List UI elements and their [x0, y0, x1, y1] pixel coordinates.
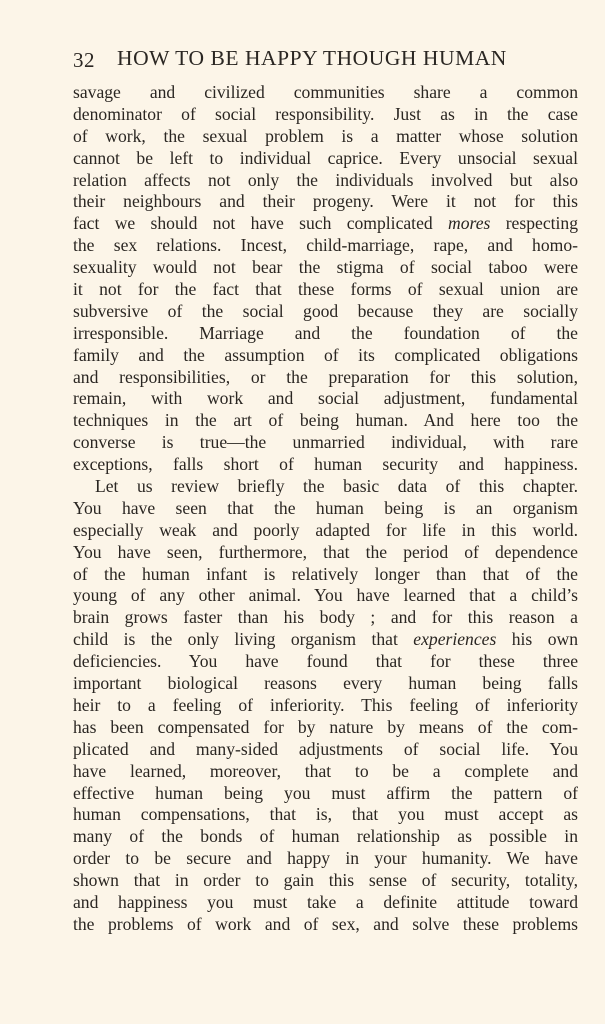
text-line: sexuality would not bear the stigma of social taboo were [73, 257, 578, 278]
text-line: irresponsible. Marriage and the foundation of the [73, 322, 578, 343]
text-line: cannot be left to individual caprice. Every unsocial sexual [73, 147, 578, 168]
text-line: important biological reasons every human being falls [73, 673, 578, 694]
text-line: it not for the fact that these forms of sexual union are [73, 279, 578, 300]
text-line: their neighbours and their progeny. Were it not for this [73, 191, 578, 212]
text-line: many of the bonds of human relationship as possible in [73, 826, 578, 847]
text-line: savage and civilized communities share a common [73, 82, 578, 102]
text-line: deficiencies. You have found that for these three [73, 651, 578, 672]
text-line: family and the assumption of its complicated obligations [73, 344, 578, 365]
text-line: shown that in order to gain this sense of security, totality, [73, 870, 578, 891]
text-line: techniques in the art of being human. And here too the [73, 410, 578, 431]
running-head [73, 44, 578, 76]
text-line: You have seen, furthermore, that the period of dependence [73, 541, 578, 562]
italic-word-experiences: experiences [413, 629, 497, 650]
text-line: brain grows faster than his body ; and for this reason a [73, 607, 578, 628]
text-line: plicated and many-sided adjustments of social life. You [73, 738, 578, 759]
text-line: and responsibilities, or the preparation for this solution, [73, 366, 578, 387]
text-line: subversive of the social good because they are socially [73, 300, 578, 321]
italic-word-mores: mores [448, 213, 491, 234]
text-line: of work, the sexual problem is a matter whose solution [73, 125, 578, 146]
page-number: 32 [73, 48, 95, 72]
text-line: remain, with work and social adjustment, fundamental [73, 388, 578, 409]
text-line: the sex relations. Incest, child-marriage, rape, and homo- [73, 235, 578, 256]
text-line: of the human infant is relatively longer than that of the [73, 563, 578, 584]
text-line: human compensations, that is, that you must accept as [73, 804, 578, 825]
text-line: converse is true—the unmarried individual, with rare [73, 432, 578, 453]
text-line: denominator of social responsibility. Just as in the case [73, 103, 578, 124]
text-line: heir to a feeling of inferiority. This feeling of inferiority [73, 694, 578, 715]
text-line: relation affects not only the individuals involved but also [73, 169, 578, 190]
text-line: the problems of work and of sex, and solve these problems [73, 913, 578, 934]
text-line: and happiness you must take a definite attitude toward [73, 891, 578, 912]
text-line: effective human being you must affirm the pattern of [73, 782, 578, 803]
body-text [73, 82, 578, 936]
text-line: have learned, moreover, that to be a complete and [73, 760, 578, 781]
book-title: HOW TO BE HAPPY THOUGH HUMAN [117, 46, 507, 70]
text-line: fact we should not have such complicated mores respecting [73, 213, 578, 234]
text-line: child is the only living organism that experiences his own [73, 629, 578, 650]
text-line: Let us review briefly the basic data of this chapter. [95, 476, 578, 497]
text-line: especially weak and poorly adapted for life in this world. [73, 519, 578, 540]
text-line: exceptions, falls short of human security and happiness. [73, 454, 578, 475]
text-line: order to be secure and happy in your humanity. We have [73, 848, 578, 869]
text-line: has been compensated for by nature by means of the com- [73, 716, 578, 737]
text-line: young of any other animal. You have learned that a child’s [73, 585, 578, 606]
text-line: You have seen that the human being is an organism [73, 497, 578, 518]
